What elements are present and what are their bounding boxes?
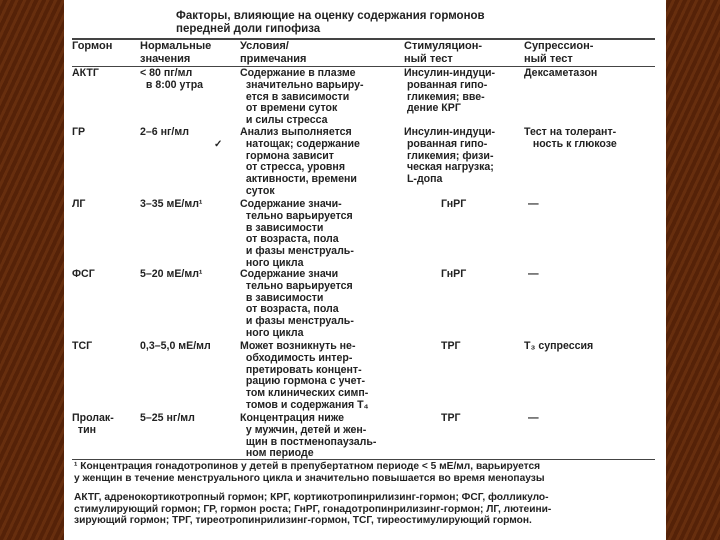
header-stimulation: Стимуляцион- ный тест: [404, 40, 483, 65]
row-5-stimulation: ТРГ: [441, 412, 461, 424]
row-5-suppression: —: [528, 412, 539, 424]
row-5-hormone: Пролак- тин: [72, 412, 114, 436]
row-1-suppression: Тест на толерант- ность к глюкозе: [524, 126, 617, 150]
row-4-suppression: Т₃ супрессия: [524, 340, 594, 352]
row-3-normal: 5–20 мЕ/мл¹: [140, 268, 203, 280]
abbreviations-note: АКТГ, адренокортикотропный гормон; КРГ, кортикотропинрилизинг-гормон; ФСГ, фолликуло- стимулирующий гормон; ГР, гормон роста; ГнРГ, гонадотропинрилизинг-гормон; ЛГ, лютеини- зирующий гормон; ТРГ, тиреотропинрилизинг-гормон, ТСГ, тиреостимулирующий гормон.: [74, 492, 552, 527]
row-3-conditions: Содержание значи тельно варьируется в зависимости от возраста, пола и фазы менструаль- ного цикла: [240, 268, 354, 339]
row-4-hormone: ТСГ: [72, 340, 93, 352]
row-5-normal: 5–25 нг/мл: [140, 412, 195, 424]
row-2-conditions: Содержание значи- тельно варьируется в зависимости от возраста, пола и фазы менструаль- ного цикла: [240, 198, 354, 269]
header-normal: Нормальные значения: [140, 40, 212, 65]
row-3-suppression: —: [528, 268, 539, 280]
row-0-suppression: Дексаметазон: [524, 67, 598, 79]
row-2-normal: 3–35 мЕ/мл¹: [140, 198, 203, 210]
row-0-hormone: АКТГ: [72, 67, 99, 79]
document-page: [64, 0, 666, 540]
header-conditions: Условия/ примечания: [240, 40, 307, 65]
row-3-stimulation: ГнРГ: [441, 268, 467, 280]
row-2-stimulation: ГнРГ: [441, 198, 467, 210]
footnote: ¹ Концентрация гонадотропинов у детей в препубертатном периоде < 5 мЕ/мл, варьируется у женщин в течение менструального цикла и значительно повышается во время менопаузы: [74, 461, 545, 484]
table-title: [176, 10, 576, 36]
row-1-stimulation: Инсулин-индуци- рованная гипо- гликемия; физи- ческая нагрузка; L-допа: [404, 126, 496, 186]
row-3-hormone: ФСГ: [72, 268, 95, 280]
row-0-stimulation: Инсулин-индуци- рованная гипо- гликемия; вве- дение КРГ: [404, 67, 496, 115]
title-line-2: передней доли гипофиза: [176, 23, 321, 35]
row-2-suppression: —: [528, 198, 539, 210]
row-4-conditions: Может возникнуть не- обходимость интер- претировать концент- рацию гормона с учет- том клинических симп- томов и содержания Т₄: [240, 340, 369, 411]
row-1-conditions: Анализ выполняется натощак; содержание гормона зависит от стресса, уровня активности, времени суток: [240, 126, 360, 197]
title-line-1: Факторы, влияющие на оценку содержания гормонов: [176, 10, 485, 22]
bottom-rule: [72, 459, 655, 460]
row-4-normal: 0,3–5,0 мЕ/мл: [140, 340, 211, 352]
row-5-conditions: Концентрация ниже у мужчин, детей и жен- щин в постменопаузаль- ном периоде: [240, 412, 377, 460]
scan-mark: ✓: [214, 139, 223, 150]
row-1-normal: 2–6 нг/мл: [140, 126, 189, 138]
row-0-conditions: Содержание в плазме значительно варьиру- ется в зависимости от времени суток и силы стресса: [240, 67, 364, 127]
row-4-stimulation: ТРГ: [441, 340, 461, 352]
row-0-normal: < 80 пг/мл в 8:00 утра: [140, 67, 204, 91]
header-hormone: Гормон: [72, 40, 113, 52]
row-2-hormone: ЛГ: [72, 198, 86, 210]
header-suppression: Супрессион- ный тест: [524, 40, 594, 65]
row-1-hormone: ГР: [72, 126, 86, 138]
